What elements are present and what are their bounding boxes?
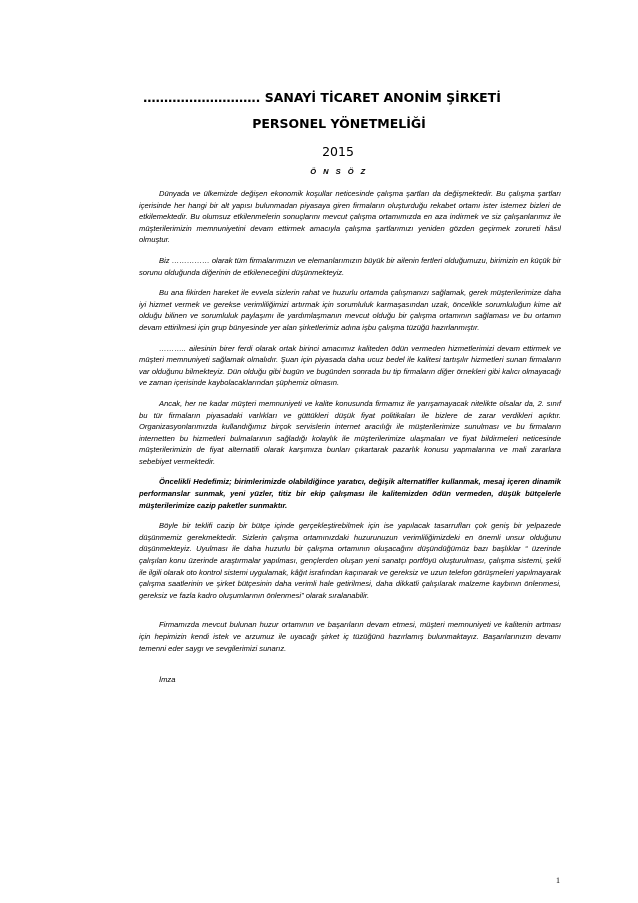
signature-label: İmza [159,675,176,685]
paragraph-2: Biz …………… olarak tüm firmalarımızın ve elemanlarımızın büyük bir ailenin fertleri olduğumuzu, birimizin en küçük bir sorunu olduğunda diğerinin de etkileneceğini düşünmekteyiz. [139,255,561,277]
paragraph-7: Böyle bir teklifi cazip bir bütçe içinde gerçekleştirebilmek için ise yapılacak tasarrufları çok geniş bir yelpazede düşünmemiz gerekmektedir. Sizlerin çalışma ortamınızdaki huzurunuzun verimliliğimizdeki en önemli unsur olduğunu düşünmekteyiz. Uyulması ile daha huzurlu bir çalışma ortamının oluşacağını düşündüğümüz bazı başlıklar “ üzerinde çalışılan konu üzerinde araştırmalar yapılması, gençlerden oluşan yeni sanatçı portföyü oluşturulması, çalışma sistemi, şekli ile ilgili olarak oto kontrol sistemi uygulamak, kâğıt israfından kaçınarak ve gereksiz ve uzun telefon görüşmeleri yapılmayarak çalışma saatlerinin ve şirket bütçesinin daha verimli hale getirilmesi, daha dikkatli çalışılarak malzeme kaybının önlenmesi, gereksiz ve fazla kadro oluşumlarının önlenmesi” olarak sıralanabilir. [139,521,561,600]
page-number: 1 [556,876,560,885]
paragraph-5: Ancak, her ne kadar müşteri memnuniyeti ve kalite konusunda firmamız ile yarışamayacak nitelikte olsalar da, 2. sınıf bu tür firmaların piyasadaki varlıkları ve güttükleri düşük fiyat politikaları ile bizlere de zarar verdikleri açıktır. Organizasyonlarımızda kullandığımız birçok servislerin internet aracılığı ile müşterilerimize sunulması ve bu firmaların internetten bu hizmetleri bulmalarının sağladığı kolaylık ile müşterilerimize ulaşmaları ve fiyat bildirmeleri neticesinde müşterilerimizin de fiyat alternatifi olarak karşımıza bunları çıkartarak pazarlık konusu yapmalarına ve mali zararlara sebebiyet vermektedir. [139,398,561,466]
preface-body [139,188,561,695]
document-year: 2015 [322,144,354,159]
paragraph-4: ……….. ailesinin birer ferdi olarak ortak birinci amacımız kaliteden ödün vermeden hizmetlerimizi devam ettirmek ve müşteri memnuniyeti sağlamak olmalıdır. Şuan için piyasada daha ucuz bedel ile kalitesi tartışılır hizmetleri sunan firmaların var olduğunu bilmekteyiz. Dün olduğu gibi bugün ve bugünden sonrada bu tip firmaların diğer örnekleri gibi kalıcı olmayacağı ve zaman içerisinde kaybolacaklarından şüphemiz olmasın. [139,343,561,388]
company-title: ………………………. SANAYİ TİCARET ANONİM ŞİRKETİ [143,90,501,105]
paragraph-6-goal: Öncelikli Hedefimiz; birimlerimizde olabildiğince yaratıcı, değişik alternatifler kullanmak, mesaj içeren dinamik performanslar sunmak, yeni yüzler, titiz bir ekip çalışması ile kalitemizden ödün vermeden, düşük bütçelerle müşterilerimize cazip paketler sunmaktır. [139,477,561,510]
paragraph-3: Bu ana fikirden hareket ile evvela sizlerin rahat ve huzurlu ortamda çalışmanızı sağlamak, gerek müşterilerimize daha iyi hizmet vermek ve gerekse verimliliğimizi artırmak için sorumluluk karmaşasından uzak, öncelikle sorumluluğun kime ait olduğu bilinen ve sorumluluk paylaşımı ile yardımlaşmanın mevcut olduğu bir çalışma ortamının sağlaması ve bu ortamın devam ettirilmesi için grup bünyesinde yer alan şirketlerimiz adına işbu çalışma tüzüğü hazırlanmıştır. [139,288,561,332]
document-title: PERSONEL YÖNETMELİĞİ [252,116,426,131]
section-heading: Ö N S Ö Z [310,167,368,176]
paragraph-1: Dünyada ve ülkemizde değişen ekonomik koşullar neticesinde çalışma şartları da değişmektedir. Bu çalışma şartları içerisinde her hangi bir alt yapısı bulunmadan piyasaya giren firmaların oluşturduğu rekabet ortamı ister istemez bizleri de etkilemektedir. Bu olumsuz etkilenmelerin sonuçlarını mevcut çalışma ortamımızda en aza indirmek ve siz çalışanlarımız ile müşterilerimizin memnuniyetini devam ettirmek amacıyla çalışma şartlarımızı yeniden gözden geçirmek zorureti hâsıl olmuştur. [139,189,561,245]
paragraph-8: Firmamızda mevcut bulunan huzur ortamının ve başarıların devam etmesi, müşteri memnuniyeti ve kalitenin artması için hepimizin kendi istek ve arzumuz ile uyacağı şirket iç tüzüğünü hazırlamış bulunmaktayız. Başarılarınızın devamı temenni eder saygı ve sevgilerimizi sunarız. [139,620,561,653]
